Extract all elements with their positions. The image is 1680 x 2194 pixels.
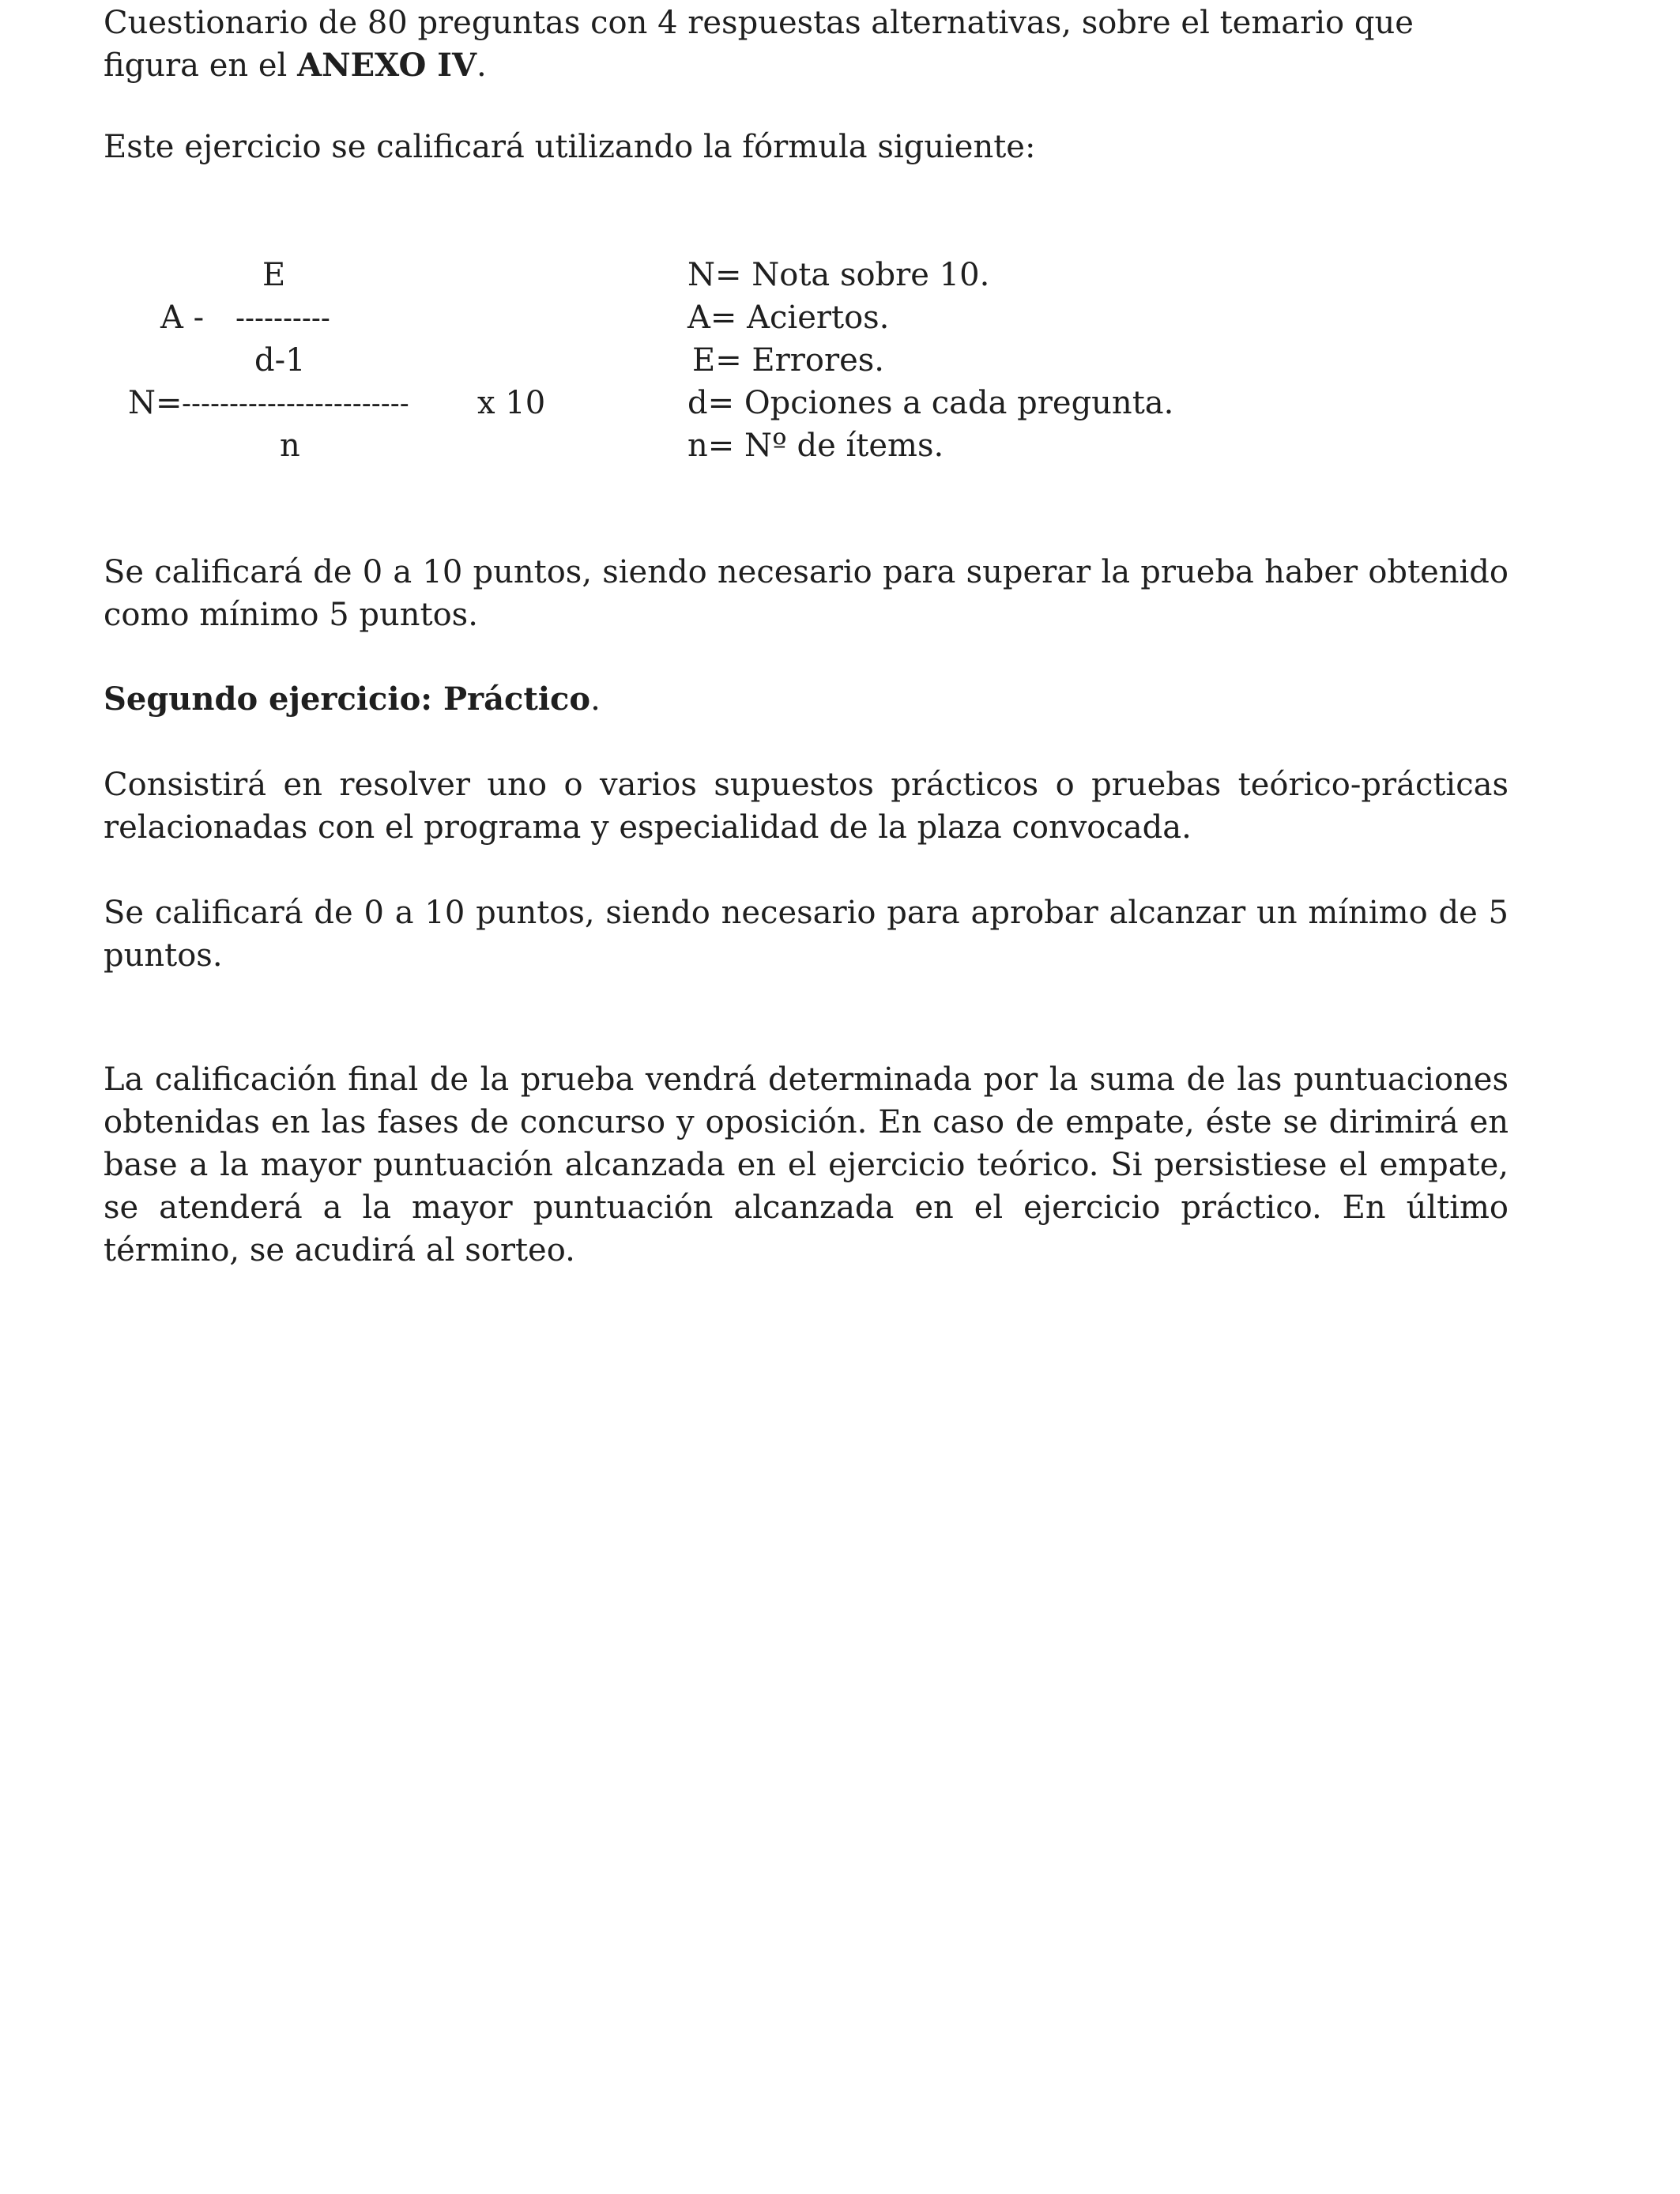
intro-text: Cuestionario de 80 preguntas con 4 respuestas alternativas, sobre el temario que figura en el: [104, 5, 1414, 84]
formula-inner-fraction-bar: ----------: [235, 301, 330, 334]
formula-n: n: [280, 428, 300, 464]
legend-item: d= Opciones a cada pregunta.: [687, 385, 1174, 421]
formula-e: E: [262, 257, 286, 293]
legend-item: N= Nota sobre 10.: [687, 257, 990, 293]
practical-description: Consistirá en resolver uno o varios supuestos prácticos o pruebas teórico-prácticas relacionadas con el programa y especialidad de la plaza convocada.: [104, 767, 1509, 846]
second-exercise-heading: [104, 678, 1509, 721]
legend-item: n= Nº de ítems.: [687, 428, 944, 464]
formula-outer-fraction-bar: ------------------------: [182, 386, 409, 419]
intro-period: .: [477, 47, 487, 84]
formula-intro: Este ejercicio se calificará utilizando la fórmula siguiente:: [104, 129, 1036, 165]
final-grade-paragraph: La calificación final de la prueba vendrá determinada por la suma de las puntuaciones obtenidas en las fases de concurso y oposición. En caso de empate, éste se dirimirá en base a la mayor puntuación alcanzada en el ejercicio teórico. Si persistiese el empate, se atenderá a la mayor puntuación alcanzada en el ejercicio práctico. En último término, se acudirá al sorteo.: [104, 1061, 1509, 1269]
second-exercise-title: Segundo ejercicio: Práctico: [104, 680, 591, 718]
heading-period: .: [590, 681, 601, 718]
theory-score-paragraph: Se calificará de 0 a 10 puntos, siendo necesario para superar la prueba haber obtenido como mínimo 5 puntos.: [104, 554, 1509, 633]
formula-d-minus-1: d-1: [254, 342, 306, 379]
practical-score-paragraph: Se calificará de 0 a 10 puntos, siendo necesario para aprobar alcanzar un mínimo de 5 puntos.: [104, 895, 1509, 974]
intro-paragraph: [104, 2, 1509, 87]
formula-times-10: x 10: [477, 385, 546, 421]
annex-reference: ANEXO IV: [297, 47, 477, 84]
legend-item: E= Errores.: [692, 342, 884, 379]
legend-item: A= Aciertos.: [687, 300, 890, 336]
formula-a-minus: A -: [160, 300, 205, 336]
formula-n-equals: N=: [128, 385, 183, 421]
